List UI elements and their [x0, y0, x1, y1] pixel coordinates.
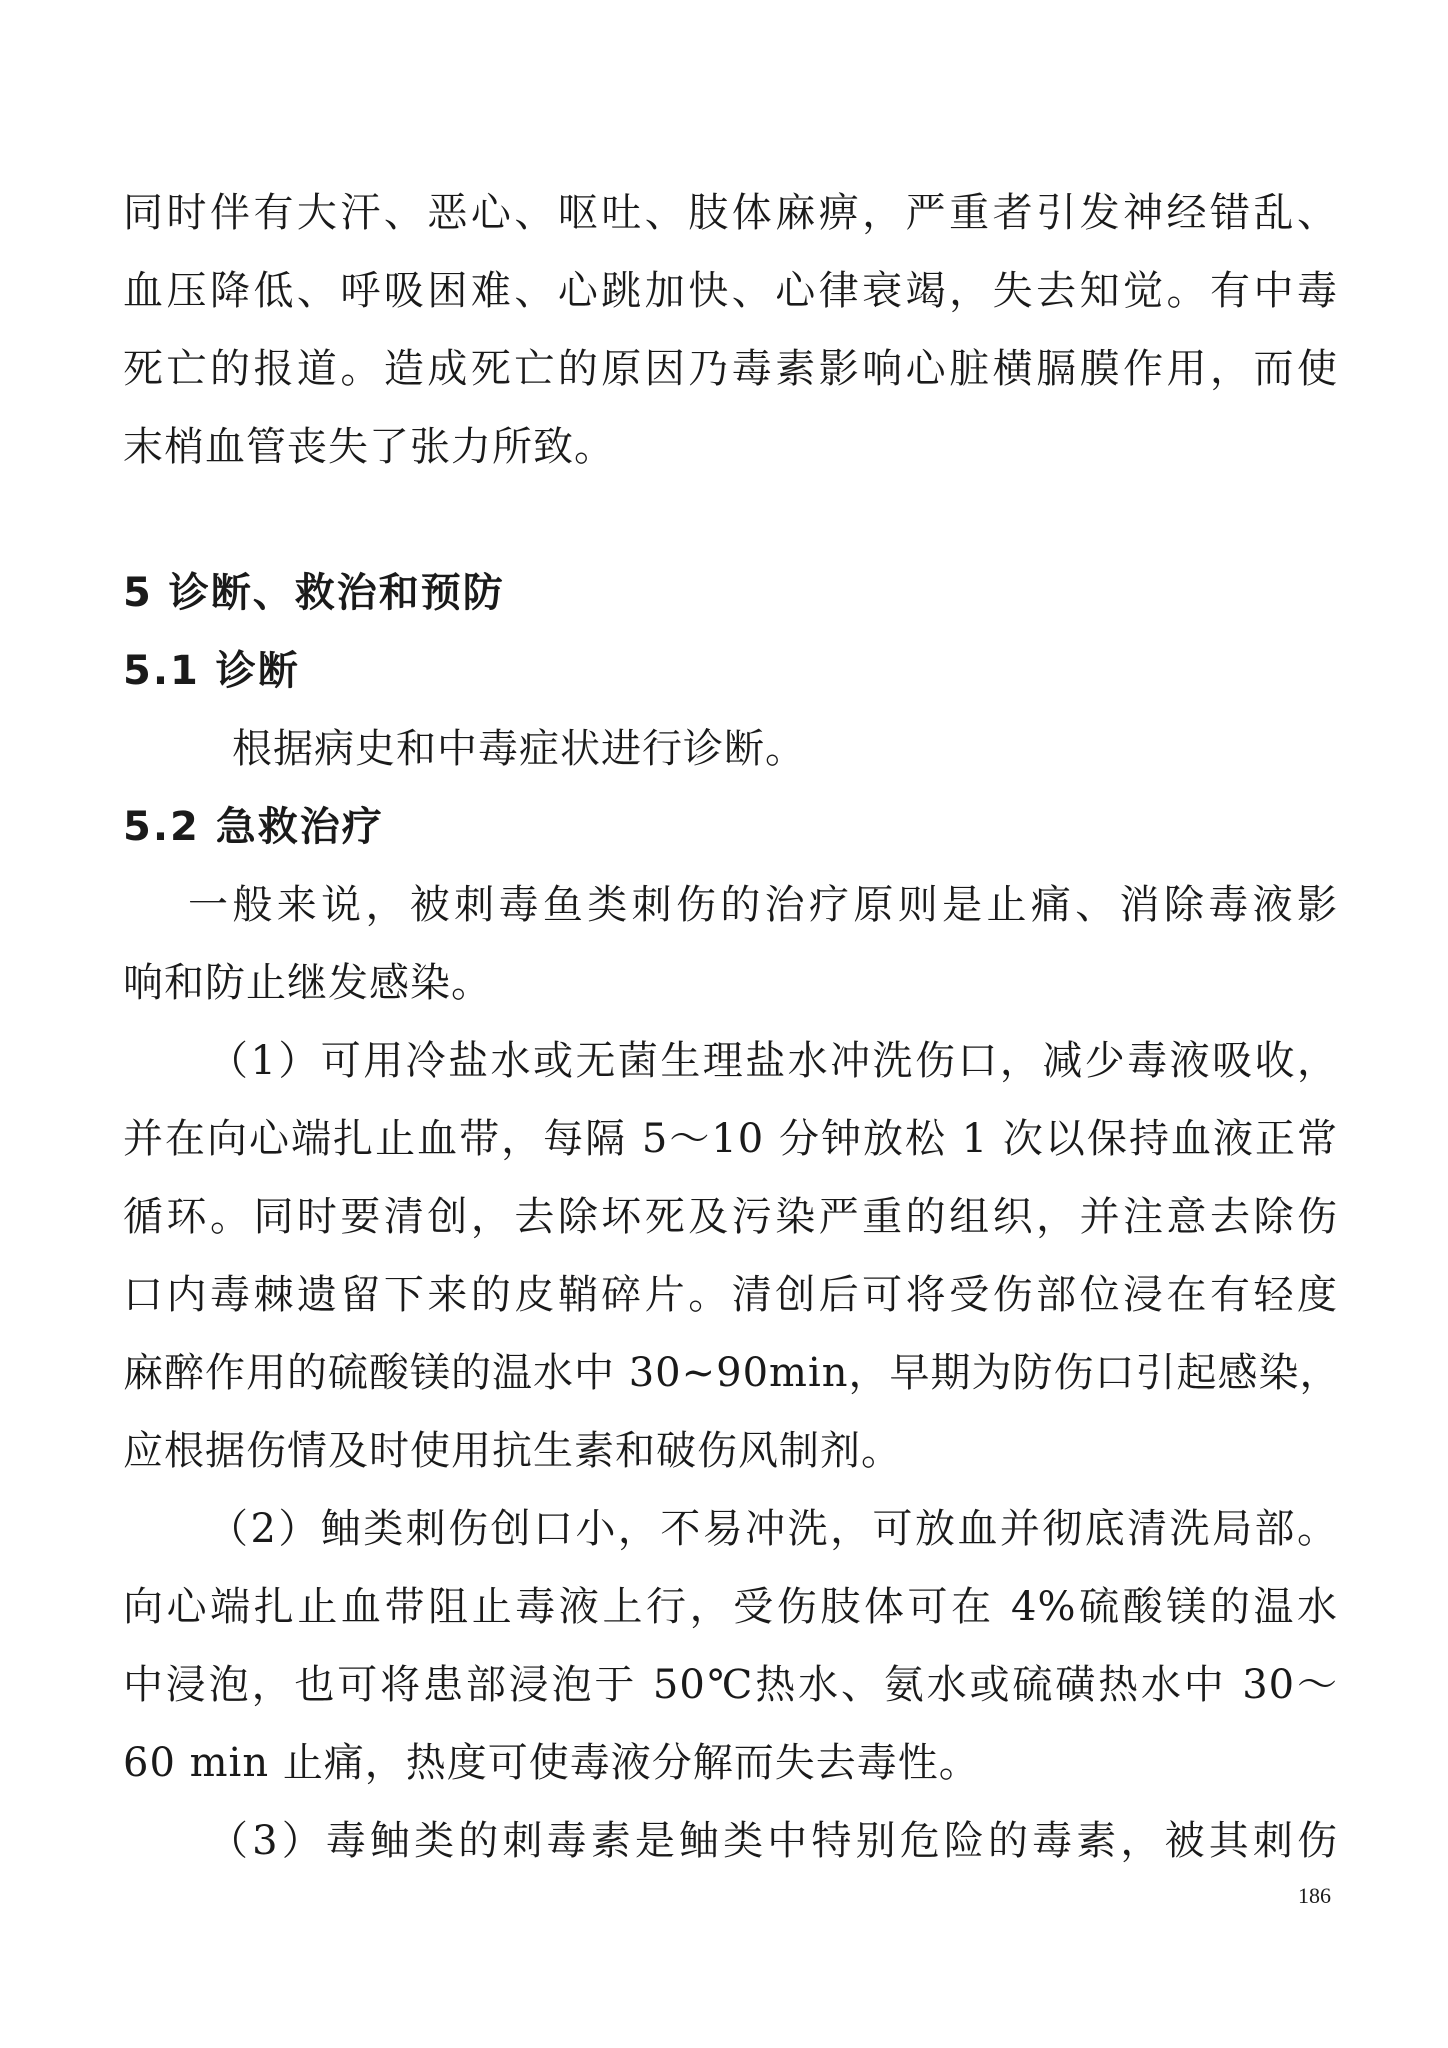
- item2-line-2: 向心端扎止血带阻止毒液上行，受伤肢体可在 4%硫酸镁的温水: [123, 1584, 1338, 1630]
- item2-line-4: 60 min 止痛，热度可使毒液分解而失去毒性。: [123, 1740, 980, 1786]
- item2-line-1: （2）鲉类刺伤创口小，不易冲洗，可放血并彻底清洗局部。: [208, 1506, 1338, 1552]
- section-5-1-body: 根据病史和中毒症状进行诊断。: [232, 726, 806, 772]
- item1-line-6: 应根据伤情及时使用抗生素和破伤风制剂。: [123, 1428, 902, 1474]
- general-line-1: 一般来说，被刺毒鱼类刺伤的治疗原则是止痛、消除毒液影: [188, 882, 1338, 928]
- intro-line-3: 死亡的报道。造成死亡的原因乃毒素影响心脏横膈膜作用，而使: [123, 346, 1338, 392]
- item3-line-1: （3）毒鲉类的刺毒素是鲉类中特别危险的毒素，被其刺伤: [208, 1818, 1338, 1864]
- item1-line-5: 麻醉作用的硫酸镁的温水中 30~90min，早期为防伤口引起感染，: [123, 1350, 1341, 1396]
- item1-line-4: 口内毒棘遗留下来的皮鞘碎片。清创后可将受伤部位浸在有轻度: [123, 1272, 1338, 1318]
- general-line-2: 响和防止继发感染。: [123, 960, 492, 1006]
- page-number: 186: [1298, 1883, 1331, 1908]
- section-5-1-heading: 5.1 诊断: [123, 648, 300, 694]
- intro-line-1: 同时伴有大汗、恶心、呕吐、肢体麻痹，严重者引发神经错乱、: [123, 190, 1338, 236]
- item1-line-3: 循环。同时要清创，去除坏死及污染严重的组织，并注意去除伤: [123, 1194, 1338, 1240]
- section-5-2-heading: 5.2 急救治疗: [123, 804, 384, 850]
- item1-line-1: （1）可用冷盐水或无菌生理盐水冲洗伤口，减少毒液吸收，: [208, 1038, 1338, 1084]
- item2-line-3: 中浸泡，也可将患部浸泡于 50℃热水、氨水或硫磺热水中 30～: [123, 1662, 1338, 1708]
- item1-line-2: 并在向心端扎止血带，每隔 5～10 分钟放松 1 次以保持血液正常: [123, 1116, 1338, 1162]
- intro-line-2: 血压降低、呼吸困难、心跳加快、心律衰竭，失去知觉。有中毒: [123, 268, 1338, 314]
- intro-line-4: 末梢血管丧失了张力所致。: [123, 424, 615, 470]
- section-5-heading: 5 诊断、救治和预防: [123, 570, 505, 616]
